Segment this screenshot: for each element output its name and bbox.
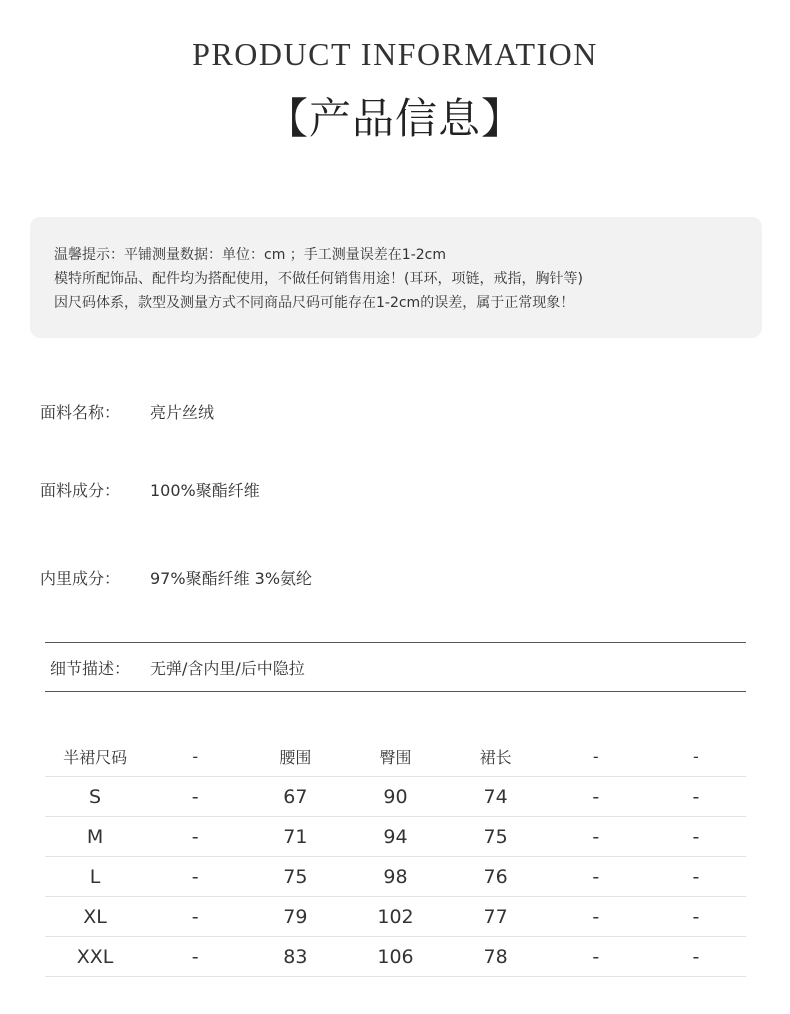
- lining-composition-value: 97%聚酯纤维 3%氨纶: [150, 569, 313, 588]
- size-table-header: [45, 737, 746, 777]
- table-cell: L: [45, 857, 145, 897]
- table-row: [45, 857, 746, 897]
- table-cell: -: [546, 777, 646, 817]
- table-cell: XXL: [45, 937, 145, 977]
- header-cell: 腰围: [245, 737, 345, 777]
- table-cell: 98: [345, 857, 445, 897]
- header-cell: -: [145, 737, 245, 777]
- table-cell: 94: [345, 817, 445, 857]
- header-cell: -: [546, 737, 646, 777]
- header-cell: 臀围: [345, 737, 445, 777]
- notice-line: 模特所配饰品、配件均为搭配使用，不做任何销售用途！(耳环，项链，戒指，胸针等): [54, 271, 583, 287]
- fabric-composition-value: 100%聚酯纤维: [150, 481, 260, 500]
- table-cell: -: [646, 937, 746, 977]
- fabric-name-label: 面料名称：: [40, 403, 121, 422]
- table-cell: 75: [446, 817, 546, 857]
- table-cell: S: [45, 777, 145, 817]
- table-cell: -: [145, 777, 245, 817]
- header-cell: -: [646, 737, 746, 777]
- table-cell: -: [145, 897, 245, 937]
- size-table: [45, 737, 746, 977]
- page-title-en: PRODUCT INFORMATION: [192, 36, 598, 72]
- table-cell: 77: [446, 897, 546, 937]
- header-cell: 半裙尺码: [45, 737, 145, 777]
- table-cell: 78: [446, 937, 546, 977]
- fabric-name-value: 亮片丝绒: [150, 403, 215, 422]
- detail-description-label: 细节描述：: [50, 659, 131, 678]
- table-cell: -: [646, 857, 746, 897]
- detail-description-value: 无弹/含内里/后中隐拉: [150, 659, 305, 678]
- table-cell: -: [646, 897, 746, 937]
- table-row: [45, 817, 746, 857]
- table-cell: -: [646, 777, 746, 817]
- notice-line: 温馨提示：平铺测量数据：单位：cm ；手工测量误差在1-2cm: [54, 247, 446, 263]
- table-row: [45, 777, 746, 817]
- table-cell: 71: [245, 817, 345, 857]
- header-cell: 裙长: [446, 737, 546, 777]
- table-cell: -: [546, 897, 646, 937]
- table-cell: 83: [245, 937, 345, 977]
- notice-panel: [30, 217, 762, 338]
- table-cell: -: [646, 817, 746, 857]
- fabric-composition-label: 面料成分：: [40, 481, 121, 500]
- table-cell: 79: [245, 897, 345, 937]
- table-cell: 75: [245, 857, 345, 897]
- table-cell: -: [546, 857, 646, 897]
- table-cell: 74: [446, 777, 546, 817]
- table-row: [45, 897, 746, 937]
- table-cell: -: [145, 857, 245, 897]
- table-cell: 67: [245, 777, 345, 817]
- table-cell: 76: [446, 857, 546, 897]
- detail-description: [45, 642, 746, 692]
- table-cell: -: [145, 937, 245, 977]
- page-title-cn: 【产品信息】: [265, 94, 524, 143]
- table-cell: 102: [345, 897, 445, 937]
- table-cell: XL: [45, 897, 145, 937]
- table-cell: 90: [345, 777, 445, 817]
- table-cell: -: [145, 817, 245, 857]
- table-row: [45, 937, 746, 977]
- table-cell: M: [45, 817, 145, 857]
- table-cell: -: [546, 937, 646, 977]
- notice-line: 因尺码体系，款型及测量方式不同商品尺码可能存在1-2cm的误差，属于正常现象！: [54, 295, 575, 311]
- table-cell: -: [546, 817, 646, 857]
- table-cell: 106: [345, 937, 445, 977]
- lining-composition-label: 内里成分：: [40, 569, 121, 588]
